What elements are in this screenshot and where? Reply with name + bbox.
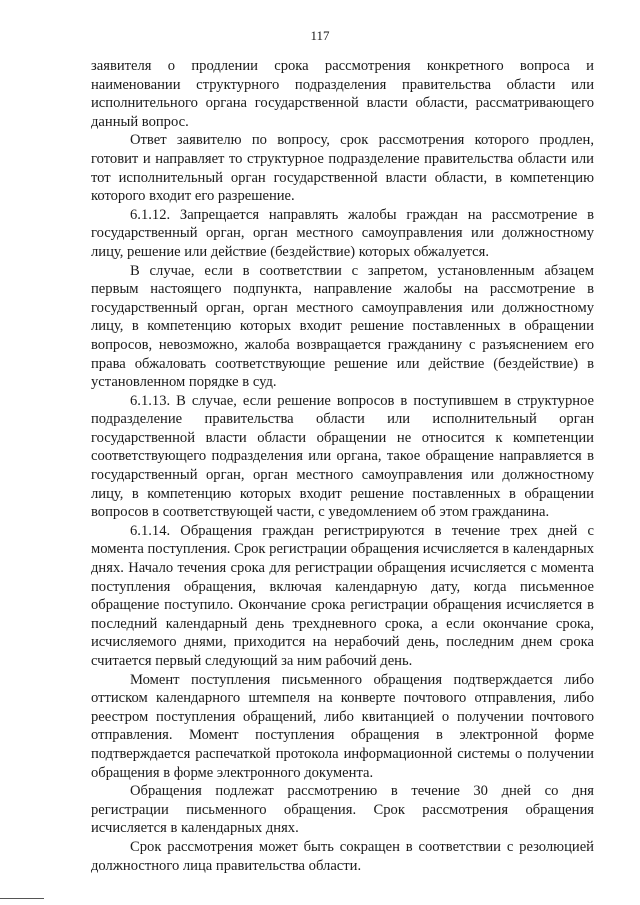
paragraph-6-1-12: 6.1.12. Запрещается направлять жалобы граждан на рассмотрение в государственный орган, орган местного самоуправления или должностному лицу, решение или действие (бездействие) которых обжалуется. [91, 206, 594, 260]
paragraph: В случае, если в соответствии с запретом, установленным абзацем первым настоящего подпункта, направление жалобы на рассмотрение в государственный орган, орган местного самоуправления или должностному лицу, в компетенцию которых входит решение поставленных в обращении вопросов, невозможно, жалоба возвращается гражданину с разъяснением его права обжаловать соответствующие решение или действие (бездействие) в установленном порядке в суд. [91, 262, 594, 391]
paragraph-6-1-13: 6.1.13. В случае, если решение вопросов в поступившем в структурное подразделение правительства области или исполнительный орган государственной власти области обращении не относится к компетенции соответствующего подразделения или органа, такое обращение направляется в государственный орган, орган местного самоуправления или должностному лицу, в компетенцию которых входит решение поставленных в обращении вопросов в соответствующей части, с уведомлением об этом гражданина. [91, 392, 594, 521]
paragraph-6-1-14: 6.1.14. Обращения граждан регистрируются в течение трех дней с момента поступления. Срок регистрации обращения исчисляется в календарных днях. Начало течения срока для регистрации обращения исчисляется с момента поступления обращения, включая календарную дату, когда письменное обращение поступило. Окончание срока регистрации обращения исчисляется в последний календарный день трехдневного срока, а если окончание срока, исчисляемого днями, приходится на нерабочий день, последним днем срока считается первый следующий за ним рабочий день. [91, 522, 594, 669]
paragraph: Момент поступления письменного обращения подтверждается либо оттиском календарного штемпеля на конверте почтового отправления, либо реестром поступления обращений, либо квитанцией о получении почтового отправления. Момент поступления обращения в электронной форме подтверждается распечаткой протокола информационной системы о получении обращения в форме электронного документа. [91, 671, 594, 781]
footer-rule [0, 898, 44, 899]
paragraph: Обращения подлежат рассмотрению в течение 30 дней со дня регистрации письменного обращения. Срок рассмотрения обращения исчисляется в календарных днях. [91, 783, 594, 837]
document-body [91, 57, 594, 875]
paragraph: Срок рассмотрения может быть сокращен в соответствии с резолюцией должностного лица правительства области. [91, 838, 594, 874]
paragraph-continuation: заявителя о продлении срока рассмотрения конкретного вопроса и наименовании структурного подразделения правительства области или исполнительного органа государственной власти области, рассматривающего данный вопрос. [91, 58, 594, 130]
page-number: 117 [310, 28, 330, 43]
paragraph: Ответ заявителю по вопросу, срок рассмотрения которого продлен, готовит и направляет то структурное подразделение правительства области или тот исполнительный орган государственной власти области, в компетенцию которого входит его разрешение. [91, 132, 594, 205]
